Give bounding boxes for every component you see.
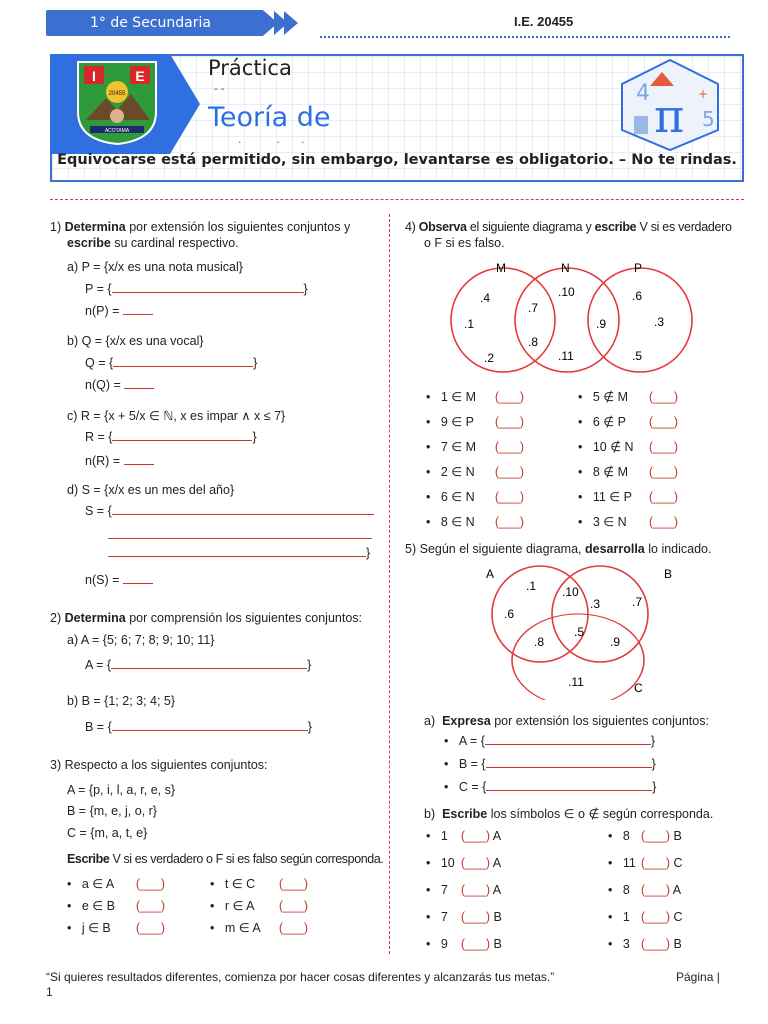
answer-blank[interactable]: (___) [648, 465, 678, 479]
venn-element: .8 [534, 635, 545, 649]
section-divider [50, 199, 744, 200]
answer-item[interactable]: • a ∈ A (___) [67, 877, 165, 891]
q1b-set-input[interactable]: Q = { } [85, 356, 258, 370]
answer-blank[interactable]: (___) [494, 415, 524, 429]
venn-label-c: C [634, 681, 643, 695]
venn-element: .9 [596, 317, 607, 331]
bullet-icon: • [426, 515, 431, 529]
bullet-icon: • [578, 415, 583, 429]
bullet-icon: • [608, 937, 613, 951]
bullet-icon: • [67, 921, 72, 935]
q1d-line-3[interactable]: } [108, 546, 370, 560]
answer-blank[interactable]: (___) [494, 490, 524, 504]
svg-text:4: 4 [636, 81, 650, 106]
bullet-icon: • [67, 899, 72, 913]
q2b-set-input[interactable]: B = { } [85, 720, 312, 734]
answer-blank[interactable]: (___) [640, 937, 670, 951]
answer-item[interactable]: • 6 ∈ N (___) [426, 490, 524, 504]
venn-diagram-mnp [440, 256, 730, 380]
q3-instruction: 3) Respecto a los siguientes conjuntos: [50, 758, 268, 772]
answer-item[interactable]: • 6 ∉ P (___) [578, 415, 678, 429]
answer-item[interactable]: • 3 ∈ N (___) [578, 515, 678, 529]
q1c-cardinal[interactable]: n(R) = [85, 454, 154, 468]
svg-text:5: 5 [702, 107, 715, 131]
answer-item[interactable]: • 9 (___) B [426, 937, 502, 951]
svg-text:I: I [92, 68, 96, 84]
q3-set-b: B = {m, e, j, o, r} [67, 804, 157, 818]
bullet-icon: • [426, 490, 431, 504]
bullet-icon: • [210, 877, 215, 891]
answer-item[interactable]: • 7 (___) A [426, 883, 502, 897]
answer-blank[interactable]: (___) [278, 899, 308, 913]
title-practica: Práctica [208, 56, 292, 80]
bullet-icon: • [426, 910, 431, 924]
q5-instruction: 5) Según el siguiente diagrama, desarrolla lo indicado. [405, 542, 712, 556]
answer-item[interactable]: • e ∈ B (___) [67, 899, 165, 913]
answer-item[interactable]: • 1 (___) A [426, 829, 502, 843]
venn-diagram-abc [478, 560, 678, 700]
bullet-icon: • [426, 390, 431, 404]
venn-element: .8 [528, 335, 539, 349]
answer-blank[interactable]: (___) [648, 415, 678, 429]
school-name: I.E. 20455 [514, 14, 574, 29]
svg-text:20455: 20455 [108, 91, 126, 97]
answer-item[interactable]: • 7 (___) B [426, 910, 502, 924]
answer-item[interactable]: • 10 (___) A [426, 856, 502, 870]
venn-element: .5 [632, 349, 643, 363]
answer-item[interactable]: • 1 ∈ M (___) [426, 390, 524, 404]
answer-blank[interactable]: (___) [640, 883, 670, 897]
q3-set-a: A = {p, i, l, a, r, e, s} [67, 783, 176, 797]
bullet-icon: • [578, 440, 583, 454]
answer-item[interactable]: • 9 ∈ P (___) [426, 415, 524, 429]
q1-instruction-line2: escribe su cardinal respectivo. [67, 236, 239, 250]
q1b-definition: b) Q = {x/x es una vocal} [67, 334, 204, 348]
answer-item[interactable]: • 2 ∈ N (___) [426, 465, 524, 479]
bullet-icon: • [608, 883, 613, 897]
page-number: 1 [46, 985, 53, 999]
answer-blank[interactable]: (___) [494, 440, 524, 454]
q5a-set-input[interactable]: • C = { } [444, 780, 657, 794]
answer-blank[interactable]: (___) [494, 390, 524, 404]
bullet-icon: • [426, 829, 431, 843]
venn-element: .9 [610, 635, 621, 649]
q1-instruction: 1) Determina por extensión los siguientes conjuntos y [50, 220, 351, 234]
bullet-icon: • [608, 910, 613, 924]
q3-set-c: C = {m, a, t, e} [67, 826, 148, 840]
bullet-icon: • [426, 883, 431, 897]
venn-element: .10 [562, 585, 579, 599]
answer-item[interactable]: • 5 ∉ M (___) [578, 390, 678, 404]
bullet-icon: • [578, 515, 583, 529]
bullet-icon: • [426, 415, 431, 429]
venn-element: .4 [480, 291, 491, 305]
q5a-set-input[interactable]: • A = { } [444, 734, 656, 748]
answer-blank[interactable]: (___) [648, 390, 678, 404]
q1a-set-input[interactable]: P = { } [85, 282, 308, 296]
bullet-icon: • [426, 465, 431, 479]
column-divider [389, 214, 390, 954]
q1c-set-input[interactable]: R = { } [85, 430, 257, 444]
answer-blank[interactable]: (___) [494, 515, 524, 529]
answer-blank[interactable]: (___) [135, 899, 165, 913]
venn-element: .1 [526, 579, 537, 593]
venn-element: .7 [632, 595, 643, 609]
svg-text:+: + [698, 87, 709, 101]
answer-blank[interactable]: (___) [135, 921, 165, 935]
venn-label-m: M [496, 261, 506, 275]
answer-item[interactable]: • j ∈ B (___) [67, 921, 165, 935]
answer-blank[interactable]: (___) [648, 490, 678, 504]
answer-item[interactable]: • m ∈ A (___) [210, 921, 308, 935]
q4-instruction: 4) Observa el siguiente diagrama y escribe V si es verdadero [405, 220, 732, 234]
bullet-icon: • [67, 877, 72, 891]
answer-item[interactable]: • 8 (___) B [608, 829, 682, 843]
motto: Equivocarse está permitido, sin embargo, levantarse es obligatorio. – No te rindas. [57, 152, 737, 168]
q1c-definition: c) R = {x + 5/x ∈ ℕ, x es impar ∧ x ≤ 7} [67, 409, 286, 423]
title-topic: Teoría de [208, 102, 331, 133]
q2-instruction: 2) Determina por comprensión los siguientes conjuntos: [50, 611, 362, 625]
answer-item[interactable]: • 11 (___) C [608, 856, 683, 870]
answer-item[interactable]: • 8 ∉ M (___) [578, 465, 678, 479]
answer-item[interactable]: • 11 ∈ P (___) [578, 490, 678, 504]
answer-blank[interactable]: (___) [648, 515, 678, 529]
venn-element: .2 [484, 351, 495, 365]
bullet-icon: • [608, 829, 613, 843]
answer-blank[interactable]: (___) [278, 921, 308, 935]
grade-label: 1° de Secundaria [46, 10, 264, 36]
header-divider [320, 36, 730, 38]
venn-label-b: B [664, 567, 673, 581]
page-label: Página | [676, 970, 720, 984]
bullet-icon: • [210, 899, 215, 913]
q3-sub-instruction: Escribe V si es verdadero o F si es falso según corresponda. [67, 852, 384, 866]
answer-blank[interactable]: (___) [460, 910, 490, 924]
venn-element: .1 [464, 317, 475, 331]
q1d-definition: d) S = {x/x es un mes del año} [67, 483, 235, 497]
venn-label-a: A [486, 567, 495, 581]
answer-item[interactable]: • 8 (___) A [608, 883, 682, 897]
chevron-icon [284, 11, 298, 35]
venn-element: .3 [590, 597, 601, 611]
title-dots: · · · [238, 136, 305, 149]
answer-blank[interactable]: (___) [640, 856, 670, 870]
bullet-icon: • [210, 921, 215, 935]
q2b-definition: b) B = {1; 2; 3; 4; 5} [67, 694, 176, 708]
venn-label-n: N [561, 261, 570, 275]
svg-text:E: E [135, 68, 145, 84]
answer-item[interactable]: • 3 (___) B [608, 937, 682, 951]
answer-item[interactable]: • 8 ∈ N (___) [426, 515, 524, 529]
answer-item[interactable]: • 7 ∈ M (___) [426, 440, 524, 454]
school-shield-logo [76, 60, 158, 146]
answer-blank[interactable]: (___) [494, 465, 524, 479]
q1d-set-input[interactable]: S = { [85, 504, 374, 518]
svg-text:π: π [654, 89, 685, 143]
bullet-icon: • [444, 780, 449, 794]
svg-text:ACOTAMA: ACOTAMA [104, 128, 130, 134]
footer-quote: “Si quieres resultados diferentes, comienza por hacer cosas diferentes y alcanzarás tus metas.” [46, 970, 555, 984]
venn-element: .5 [574, 625, 585, 639]
venn-element: .6 [632, 289, 643, 303]
q1a-definition: a) P = {x/x es una nota musical} [67, 260, 243, 274]
venn-element: .10 [558, 285, 575, 299]
q1d-cardinal[interactable]: n(S) = [85, 573, 153, 587]
q2a-definition: a) A = {5; 6; 7; 8; 9; 10; 11} [67, 633, 215, 647]
venn-element: .11 [568, 675, 584, 689]
title-dashes: - - [214, 84, 225, 95]
bullet-icon: • [444, 757, 449, 771]
answer-blank[interactable]: (___) [460, 829, 490, 843]
bullet-icon: • [578, 490, 583, 504]
answer-blank[interactable]: (___) [640, 829, 670, 843]
q5a-set-input[interactable]: • B = { } [444, 757, 656, 771]
q5b-instruction: b) Escribe los símbolos ∈ o ∉ según corresponda. [424, 807, 714, 821]
answer-blank[interactable]: (___) [460, 883, 490, 897]
bullet-icon: • [426, 440, 431, 454]
answer-item[interactable]: • r ∈ A (___) [210, 899, 308, 913]
bullet-icon: • [578, 390, 583, 404]
bullet-icon: • [608, 856, 613, 870]
venn-label-p: P [634, 261, 643, 275]
answer-item[interactable]: • t ∈ C (___) [210, 877, 308, 891]
venn-element: .6 [504, 607, 515, 621]
bullet-icon: • [444, 734, 449, 748]
venn-element: .3 [654, 315, 665, 329]
q5a-instruction: a) Expresa por extensión los siguientes conjuntos: [424, 714, 709, 728]
answer-blank[interactable]: (___) [135, 877, 165, 891]
bullet-icon: • [426, 856, 431, 870]
answer-item[interactable]: • 10 ∉ N (___) [578, 440, 678, 454]
q1a-cardinal[interactable]: n(P) = [85, 304, 153, 318]
q2a-set-input[interactable]: A = { } [85, 658, 312, 672]
bullet-icon: • [578, 465, 583, 479]
answer-blank[interactable]: (___) [648, 440, 678, 454]
venn-element: .7 [528, 301, 539, 315]
q1b-cardinal[interactable]: n(Q) = [85, 378, 154, 392]
q4-instruction-line2: o F si es falso. [424, 236, 505, 250]
answer-blank[interactable]: (___) [278, 877, 308, 891]
math-pi-illustration [614, 58, 726, 152]
answer-blank[interactable]: (___) [640, 910, 670, 924]
q1d-line-2[interactable] [108, 538, 372, 539]
answer-blank[interactable]: (___) [460, 937, 490, 951]
answer-blank[interactable]: (___) [460, 856, 490, 870]
venn-element: .11 [558, 349, 574, 363]
answer-item[interactable]: • 1 (___) C [608, 910, 683, 924]
bullet-icon: • [426, 937, 431, 951]
